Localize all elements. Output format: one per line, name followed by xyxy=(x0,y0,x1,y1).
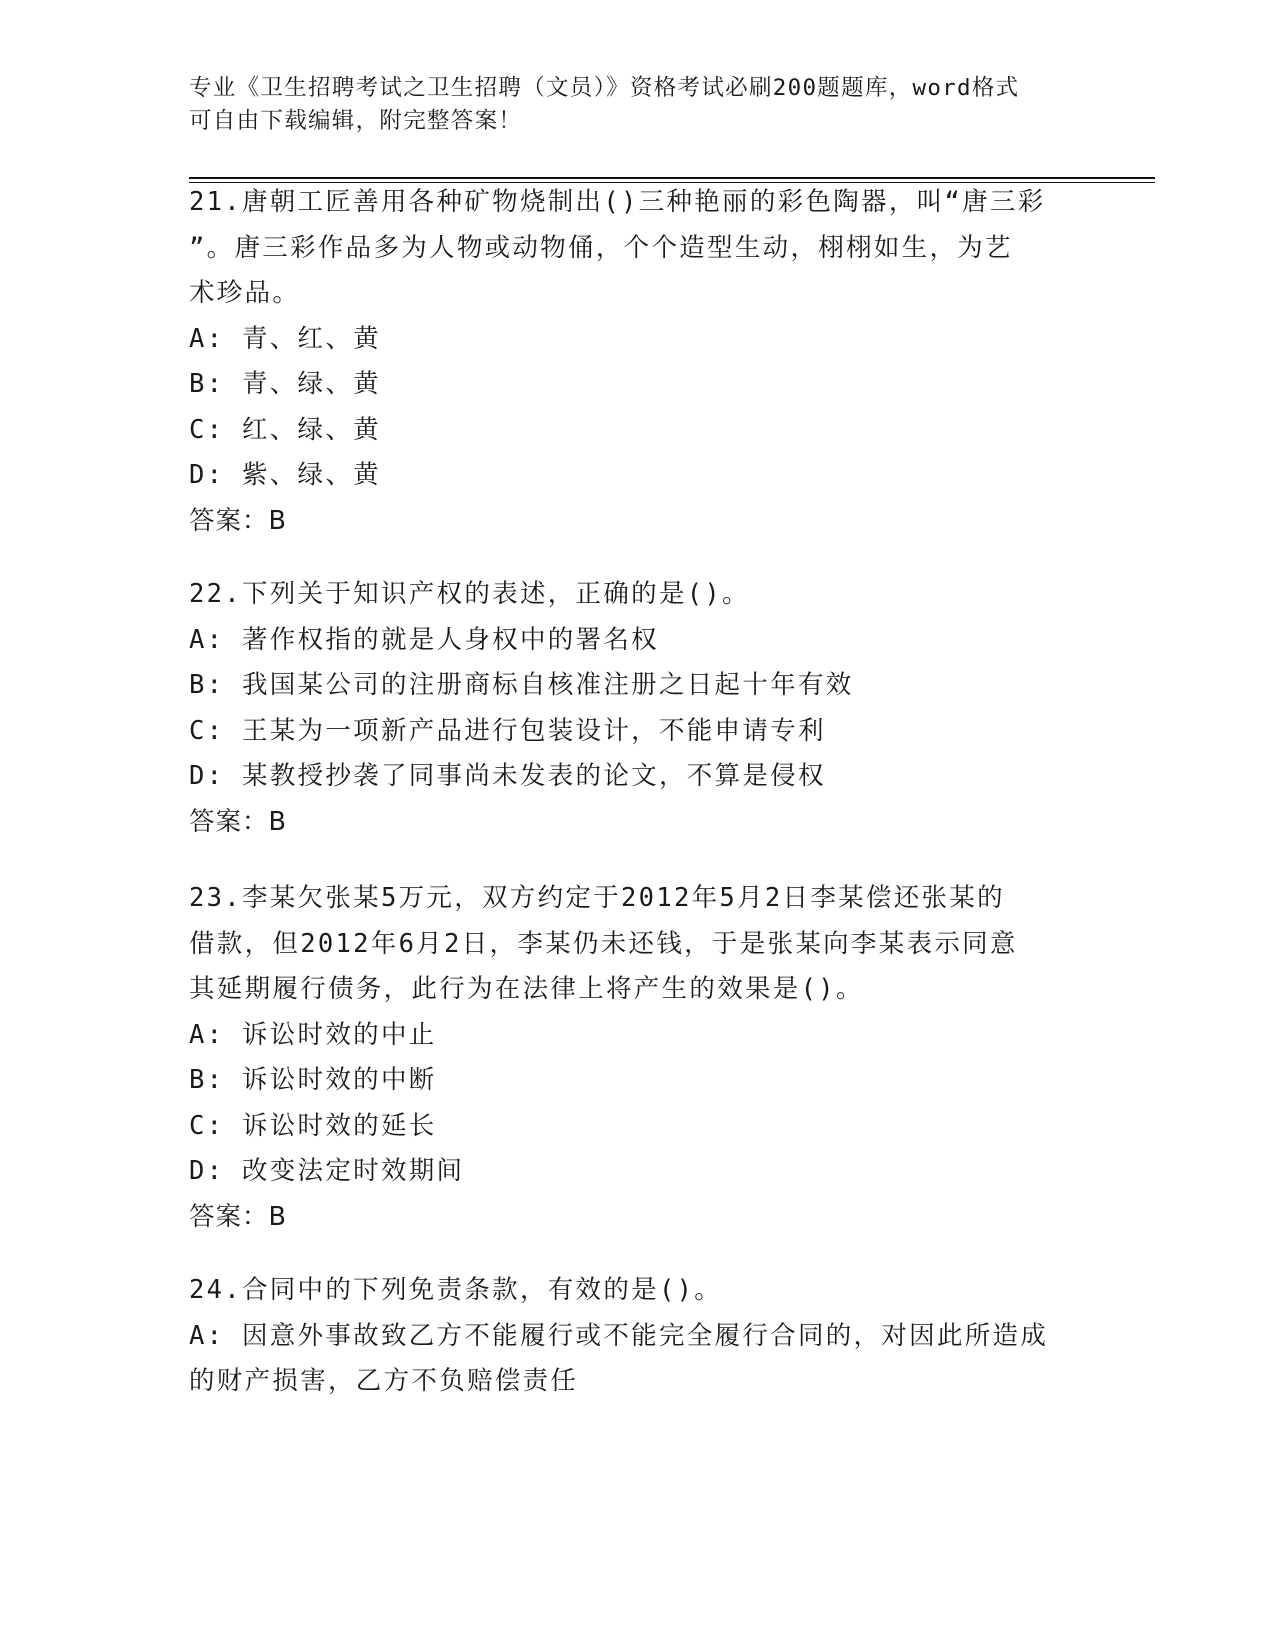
question-stem-line: 21.唐朝工匠善用各种矿物烧制出()三种艳丽的彩色陶器，叫“唐三彩 xyxy=(189,187,1046,217)
question-stem-line: 借款，但2012年6月2日，李某仍未还钱，于是张某向李某表示同意 xyxy=(189,928,1018,959)
option-a: A: 因意外事故致乙方不能履行或不能完全履行合同的，对因此所造成 xyxy=(189,1320,1049,1351)
question-22 xyxy=(189,572,1089,845)
option-c: C: 红、绿、黄 xyxy=(189,414,381,445)
option-a: A: 青、红、黄 xyxy=(189,323,381,354)
option-b: B: 青、绿、黄 xyxy=(189,369,381,399)
option-d: D: 紫、绿、黄 xyxy=(189,460,381,490)
option-a: A: 诉讼时效的中止 xyxy=(189,1019,437,1050)
question-stem-line: 24.合同中的下列免责条款，有效的是()。 xyxy=(189,1275,723,1305)
option-a-continuation: 的财产损害，乙方不负赔偿责任 xyxy=(189,1366,579,1396)
question-stem-line: 其延期履行债务，此行为在法律上将产生的效果是()。 xyxy=(189,974,864,1004)
option-c: C: 王某为一项新产品进行包装设计，不能申请专利 xyxy=(189,715,826,746)
answer-line: 答案：B xyxy=(189,806,287,837)
question-21 xyxy=(189,180,1089,544)
document-header xyxy=(189,72,1069,138)
question-23 xyxy=(189,876,1089,1240)
option-d: D: 某教授抄袭了同事尚未发表的论文，不算是侵权 xyxy=(189,761,826,791)
option-a: A: 著作权指的就是人身权中的署名权 xyxy=(189,624,659,655)
question-stem-line: 术珍品。 xyxy=(189,278,301,308)
question-stem-line: 22.下列关于知识产权的表述，正确的是()。 xyxy=(189,579,750,609)
header-line-2: 可自由下载编辑，附完整答案！ xyxy=(189,108,523,134)
question-stem-line: ”。唐三彩作品多为人物或动物俑，个个造型生动，栩栩如生，为艺 xyxy=(189,232,1013,263)
option-c: C: 诉讼时效的延长 xyxy=(189,1110,437,1141)
question-24 xyxy=(189,1268,1089,1405)
option-b: B: 我国某公司的注册商标自核准注册之日起十年有效 xyxy=(189,670,854,700)
header-divider-thick xyxy=(189,177,1155,179)
option-d: D: 改变法定时效期间 xyxy=(189,1156,465,1186)
header-line-1: 专业《卫生招聘考试之卫生招聘（文员）》资格考试必刷200题题库，word格式 xyxy=(189,75,1020,101)
option-b: B: 诉讼时效的中断 xyxy=(189,1065,437,1095)
answer-line: 答案：B xyxy=(189,505,287,536)
answer-line: 答案：B xyxy=(189,1201,287,1232)
question-stem-line: 23.李某欠张某5万元，双方约定于2012年5月2日李某偿还张某的 xyxy=(189,883,1005,913)
